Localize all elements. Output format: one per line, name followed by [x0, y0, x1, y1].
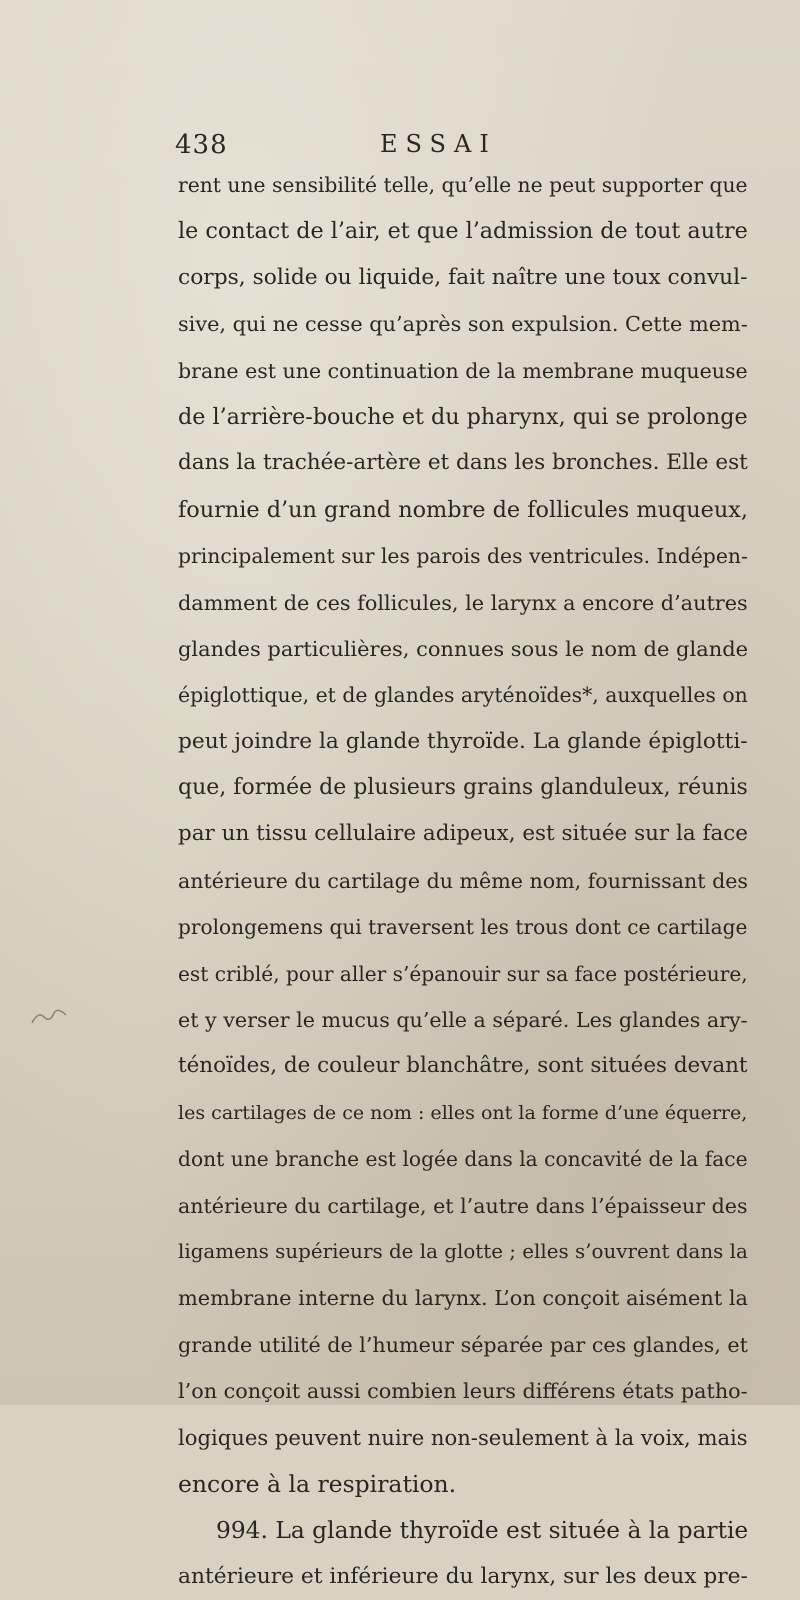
text-line: principalement sur les parois des ventricules. Indépen- [178, 544, 748, 569]
text-line: rent une sensibilité telle, qu’elle ne peut supporter que [178, 173, 748, 197]
text-line: le contact de l’air, et que l’admission de tout autre [178, 218, 748, 245]
text-line: brane est une continuation de la membrane muqueuse [178, 358, 748, 383]
text-line: l’on conçoit aussi combien leurs différens états patho- [178, 1379, 748, 1404]
text-line: et y verser le mucus qu’elle a séparé. Les glandes ary- [178, 1008, 748, 1033]
running-head: ESSAI [380, 130, 497, 158]
text-line: glandes particulières, connues sous le nom de glande [178, 636, 749, 661]
text-line: grande utilité de l’humeur séparée par ces glandes, et [178, 1332, 748, 1357]
text-line: encore à la respiration. [178, 1469, 457, 1498]
text-line: logiques peuvent nuire non-seulement à la voix, mais [178, 1424, 748, 1450]
text-line: sive, qui ne cesse qu’après son expulsion. Cette mem- [178, 312, 748, 337]
section-start-line: 994. La glande thyroïde est située à la partie [216, 1516, 749, 1545]
text-line: corps, solide ou liquide, fait naître une toux convul- [178, 264, 748, 290]
text-line: antérieure du cartilage du même nom, fournissant des [178, 868, 748, 893]
text-line: est criblé, pour aller s’épanouir sur sa face postérieure, [178, 961, 748, 986]
text-line: que, formée de plusieurs grains glanduleux, réunis [178, 775, 748, 801]
page-number: 438 [175, 130, 228, 160]
text-line: par un tissu cellulaire adipeux, est située sur la face [178, 821, 748, 847]
text-line: ligamens supérieurs de la glotte ; elles s’ouvrent dans la [178, 1239, 748, 1263]
text-line: dans la trachée-artère et dans les bronches. Elle est [178, 450, 748, 476]
text-line: antérieure du cartilage, et l’autre dans l’épaisseur des [178, 1193, 748, 1218]
text-line: de l’arrière-bouche et du pharynx, qui se prolonge [178, 403, 748, 430]
text-line: épiglottique, et de glandes aryténoïdes*, auxquelles on [178, 683, 748, 708]
body-text [178, 162, 750, 1600]
text-line: ténoïdes, de couleur blanchâtre, sont situées devant [178, 1053, 748, 1079]
text-line: les cartilages de ce nom : elles ont la forme d’une équerre, [178, 1101, 748, 1124]
text-line: peut joindre la glande thyroïde. La glande épiglotti- [178, 728, 748, 754]
margin-pencil-mark-icon [30, 1005, 70, 1027]
text-line: fournie d’un grand nombre de follicules muqueux, [178, 496, 749, 523]
text-line: membrane interne du larynx. L’on conçoit aisément la [178, 1286, 748, 1311]
text-line: prolongemens qui traversent les trous dont ce cartilage [178, 915, 748, 940]
text-line: antérieure et inférieure du larynx, sur les deux pre- [178, 1563, 748, 1589]
text-line: damment de ces follicules, le larynx a encore d’autres [178, 590, 748, 615]
text-line: dont une branche est logée dans la concavité de la face [178, 1147, 748, 1172]
